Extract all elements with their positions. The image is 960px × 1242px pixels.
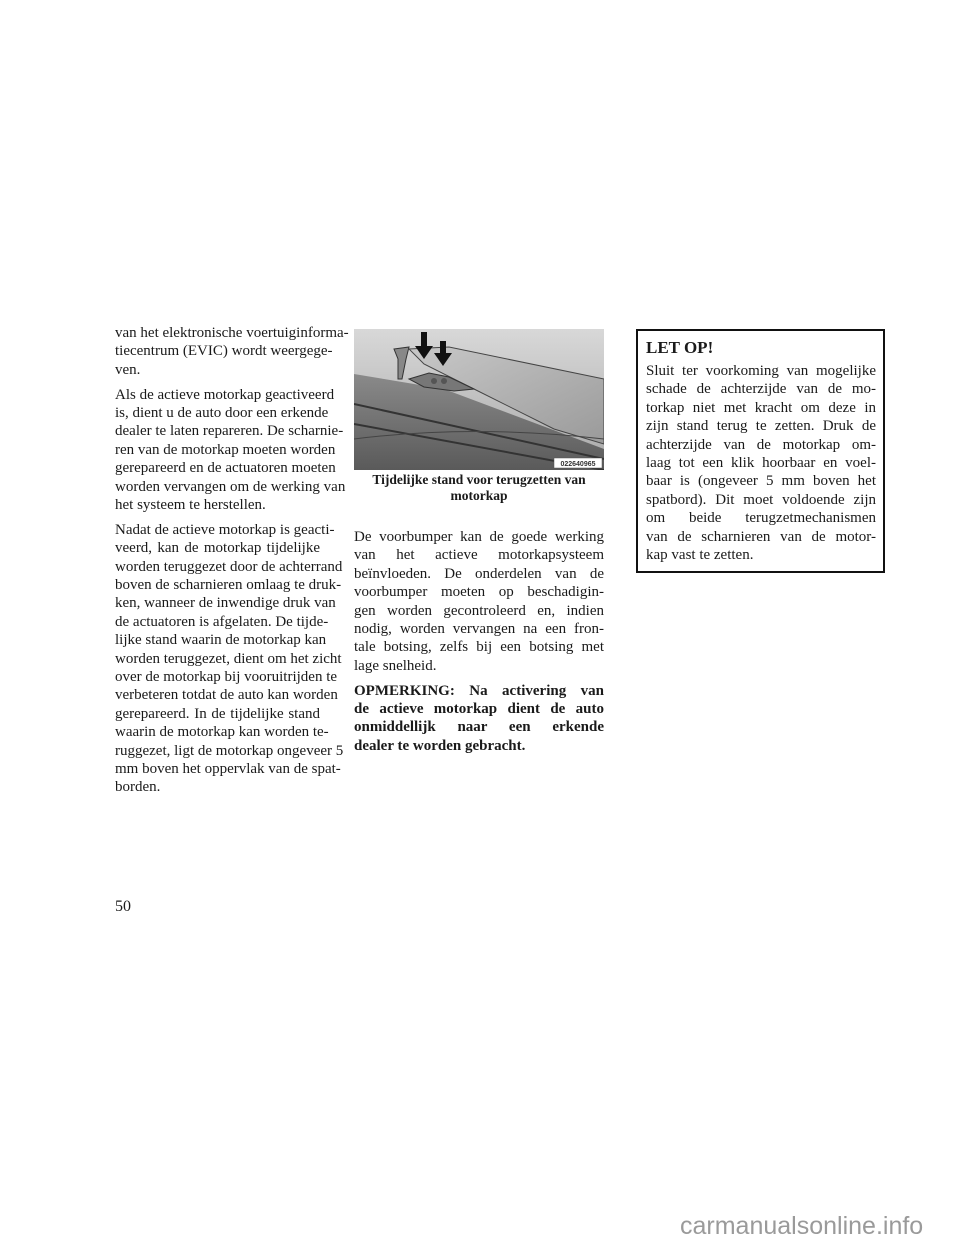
- text-line: Sluit ter voorkoming van mogelijke: [646, 363, 876, 379]
- text-line: baar is (ongeveer 5 mm boven het: [646, 473, 876, 490]
- text-line: gerepareerd. In de tijdelijke stand: [115, 705, 320, 722]
- column-left: [115, 324, 349, 803]
- column-middle: [354, 329, 604, 762]
- text-line: achterzijde van de motorkap om-: [646, 436, 876, 453]
- hood-hinge-illustration: [354, 329, 604, 470]
- paragraph: [115, 324, 349, 379]
- text-line: gen worden gecontroleerd en, indien: [354, 602, 604, 619]
- text-line: voorbumper moeten op beschadigin-: [354, 584, 604, 601]
- text-line: de actieve motorkap dient de auto: [354, 701, 604, 718]
- paragraph: [115, 386, 346, 515]
- column-middle-text: [354, 528, 604, 755]
- text-line: ven.: [115, 361, 141, 378]
- text-line: onmiddellijk naar een erkende: [354, 719, 604, 736]
- figure-code: 022640965: [560, 461, 596, 468]
- text-line: dealer te laten repareren. De scharnie-: [115, 423, 344, 440]
- text-line: lijke stand waarin de motorkap kan: [115, 632, 327, 649]
- text-line: de actuatoren is afgelaten. De tijde-: [115, 613, 329, 630]
- text-line: worden vervangen om de werking van: [115, 478, 346, 495]
- text-line: waarin de motorkap kan worden te-: [115, 724, 329, 741]
- text-line: laag tot een klik hoorbaar en voel-: [646, 454, 876, 471]
- text-line: lage snelheid.: [354, 657, 437, 674]
- text-line: borden.: [115, 779, 161, 796]
- text-line: van het elektronische voertuiginforma-: [115, 325, 349, 341]
- text-line: veerd, kan de motorkap tijdelijke: [115, 540, 320, 557]
- figure-caption: [354, 472, 604, 504]
- text-line: schade de achterzijde van de mo-: [646, 381, 876, 398]
- text-line: mm boven het oppervlak van de spat-: [115, 760, 341, 777]
- caption-line: Tijdelijke stand voor terugzetten van: [372, 472, 586, 487]
- text-line: verbeteren totdat de auto kan worden: [115, 687, 338, 704]
- text-line: De voorbumper kan de goede werking: [354, 529, 604, 545]
- text-line: is, dient u de auto door een erkende: [115, 405, 329, 422]
- warning-text: [646, 362, 876, 564]
- text-line: ruggezet, ligt de motorkap ongeveer 5: [115, 742, 344, 759]
- text-line: nodig, worden vervangen na een fron-: [354, 620, 604, 637]
- text-line: beïnvloeden. De onderdelen van de: [354, 565, 604, 582]
- warning-title: LET OP!: [646, 338, 714, 357]
- text-line: om beide terugzetmechanismen: [646, 510, 876, 527]
- text-line: tiecentrum (EVIC) wordt weergege-: [115, 343, 333, 360]
- text-line: worden teruggezet door de achterrand: [115, 558, 343, 575]
- text-line: tale botsing, zelfs bij een botsing met: [354, 639, 604, 656]
- warning-box: [636, 329, 885, 573]
- text-line: zijn stand terug te zetten. Druk de: [646, 418, 876, 435]
- text-line: ren van de motorkap moeten worden: [115, 441, 336, 458]
- paragraph: [354, 682, 604, 756]
- text-line: Nadat de actieve motorkap is geacti-: [115, 521, 335, 538]
- paragraph: [646, 362, 876, 564]
- text-line: boven de scharnieren omlaag te druk-: [115, 577, 342, 594]
- text-line: worden teruggezet, dient om het zicht: [115, 650, 342, 667]
- text-line: het systeem te herstellen.: [115, 497, 266, 514]
- text-line: gerepareerd en de actuatoren moeten: [115, 460, 336, 477]
- watermark: carmanualsonline.info: [680, 1212, 924, 1240]
- text-line: spatbord). Dit moet voldoende zijn: [646, 491, 876, 508]
- page-number: 50: [115, 898, 131, 915]
- paragraph: [354, 528, 604, 675]
- text-line: dealer te worden gebracht.: [354, 737, 526, 754]
- text-line: OPMERKING: Na activering van: [354, 682, 604, 699]
- text-line: van het actieve motorkapsysteem: [354, 547, 604, 564]
- text-line: over de motorkap bij vooruitrijden te: [115, 669, 338, 686]
- text-line: torkap niet met kracht om deze in: [646, 399, 876, 416]
- paragraph: [115, 521, 344, 797]
- text-line: ken, wanneer de inwendige druk van: [115, 595, 336, 612]
- text-line: Als de actieve motorkap geactiveerd: [115, 386, 335, 403]
- text-line: kap vast te zetten.: [646, 546, 754, 563]
- caption-line: motorkap: [450, 488, 508, 503]
- text-line: van de scharnieren van de motor-: [646, 528, 876, 545]
